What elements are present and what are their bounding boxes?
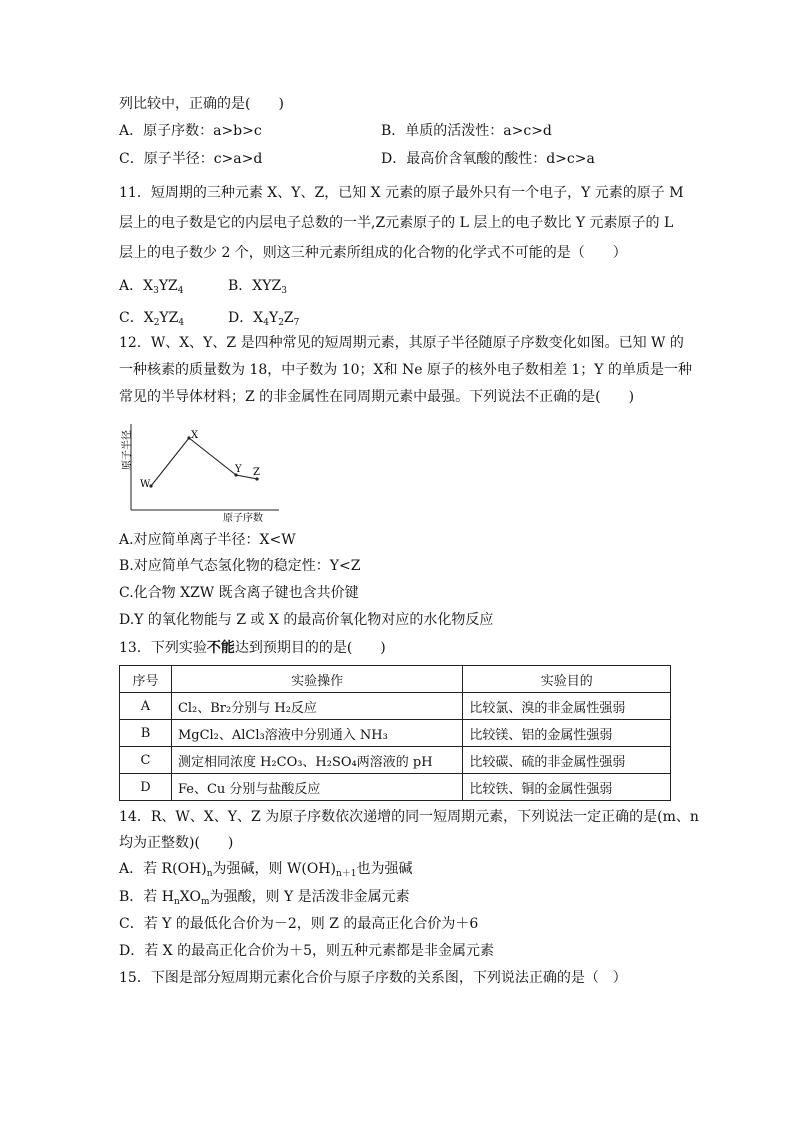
q11-option-c: C．$X_2YZ_4$: [119, 310, 185, 328]
label-z: Z: [253, 467, 260, 478]
table-row: [120, 720, 671, 747]
q10-option-d: D．最高价含氧酸的酸性：d>c>a: [381, 151, 595, 167]
label-y: Y: [235, 464, 242, 475]
q10-tail: 列比较中，正确的是( ): [119, 96, 284, 112]
q14-line-2: 均为正整数)( ): [119, 835, 234, 851]
header-cell: 序号: [120, 666, 172, 693]
q11-option-a: A．$X_3YZ_4$: [119, 278, 184, 296]
atomic-radius-graph: [119, 418, 289, 524]
q11-option-b: B．$XYZ_3$: [228, 278, 287, 296]
row-goal: 比较氯、溴的非金属性强弱: [463, 693, 671, 720]
q12-option-c: C.化合物 XZW 既含离子键也含共价键: [119, 585, 359, 601]
row-id: A: [120, 693, 172, 720]
q11-line-3: 层上的电子数少 2 个，则这三种元素所组成的化合物的化学式不可能的是（ ）: [119, 245, 627, 261]
row-id: D: [120, 774, 172, 801]
q12-line-2: 一种核素的质量数为 18，中子数为 10；X和 Ne 原子的核外电子数相差 1；Y 的单质是一种: [119, 362, 692, 378]
row-operation: Cl₂、Br₂分别与 H₂反应: [171, 693, 462, 720]
row-id: B: [120, 720, 172, 747]
experiment-table: [119, 665, 671, 801]
q12-line-1: 12．W、X、Y、Z 是四种常见的短周期元素，其原子半径随原子序数变化如图。已知 W 的: [119, 335, 684, 351]
q14-option-c: C．若 Y 的最低化合价为－2，则 Z 的最高正化合价为＋6: [119, 916, 479, 932]
table-row: [120, 747, 671, 774]
header-cell: 实验操作: [171, 666, 462, 693]
q14-option-b: B．若 $H_nXO_m$为强酸，则 Y 是活泼非金属元素: [119, 889, 410, 907]
row-id: C: [120, 747, 172, 774]
q11-line-2: 层上的电子数是它的内层电子总数的一半,Z元素原子的 L 层上的电子数比 Y 元素原子的 L: [119, 215, 674, 231]
row-goal: 比较铁、铜的金属性强弱: [463, 774, 671, 801]
graph-ylabel: 原子半径: [122, 430, 133, 470]
table-row: [120, 693, 671, 720]
q12-option-b: B.对应简单气态氢化物的稳定性：Y<Z: [119, 558, 361, 574]
row-goal: 比较碳、硫的非金属性强弱: [463, 747, 671, 774]
label-x: X: [191, 430, 199, 441]
q12-option-d: D.Y 的氧化物能与 Z 或 X 的最高价氧化物对应的水化物反应: [119, 612, 494, 628]
q13-stem: 13．下列实验不能达到预期目的的是( ): [119, 640, 386, 656]
row-operation: 测定相同浓度 H₂CO₃、H₂SO₄两溶液的 pH: [171, 747, 462, 774]
label-w: W: [140, 479, 151, 490]
graph-line: [151, 438, 257, 486]
row-operation: MgCl₂、AlCl₃溶液中分别通入 NH₃: [171, 720, 462, 747]
q11-line-1: 11．短周期的三种元素 X、Y、Z，已知 X 元素的原子最外只有一个电子，Y 元素的原子 M: [119, 185, 684, 201]
q10-option-a: A．原子序数：a>b>c: [119, 123, 262, 139]
q14-line-1: 14．R、W、X、Y、Z 为原子序数依次递增的同一短周期元素，下列说法一定正确的是(m、n: [119, 809, 699, 825]
q15-stem: 15．下图是部分短周期元素化合价与原子序数的关系图，下列说法正确的是（ ）: [119, 970, 627, 986]
q14-option-a: A．若 $R(OH)_n$为强碱，则 $W(OH)_{n+1}$也为强碱: [119, 861, 413, 879]
q14-option-d: D．若 X 的最高正化合价为＋5，则五种元素都是非金属元素: [119, 943, 494, 959]
row-operation: Fe、Cu 分别与盐酸反应: [171, 774, 462, 801]
q12-option-a: A.对应简单离子半径：X<W: [119, 532, 296, 548]
header-cell: 实验目的: [463, 666, 671, 693]
table-row: [120, 774, 671, 801]
q10-option-b: B．单质的活泼性：a>c>d: [381, 123, 552, 139]
q11-option-d: D．$X_4Y_2Z_7$: [228, 310, 300, 328]
graph-xlabel: 原子序数: [223, 513, 263, 524]
table-header-row: [120, 666, 671, 693]
q10-option-c: C．原子半径：c>a>d: [119, 151, 263, 167]
q12-line-3: 常见的半导体材料；Z 的非金属性在同周期元素中最强。下列说法不正确的是( ): [119, 389, 635, 405]
row-goal: 比较镁、铝的金属性强弱: [463, 720, 671, 747]
